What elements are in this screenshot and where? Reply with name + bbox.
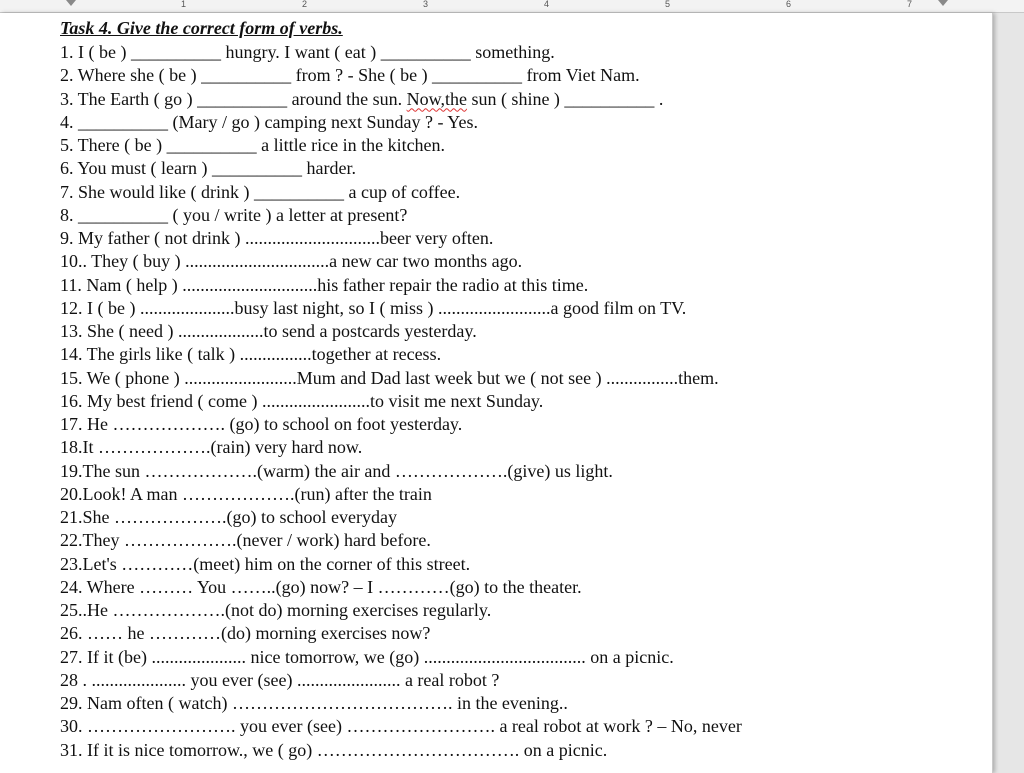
exercise-line: 15. We ( phone ) .........................Mum and Dad last week but we ( not see ) ................them.	[60, 367, 719, 388]
exercise-list	[60, 41, 980, 762]
exercise-line: 18.It ……………….(rain) very hard now.	[60, 437, 363, 458]
exercise-line: 13. She ( need ) ...................to send a postcards yesterday.	[60, 321, 477, 341]
exercise-line: 17. He ………………. (go) to school on foot yesterday.	[60, 414, 463, 434]
spellcheck-underline[interactable]: Now,the	[406, 88, 467, 109]
exercise-line: 7. She would like ( drink ) __________ a cup of coffee.	[60, 181, 461, 202]
exercise-line: 19.The sun ……………….(warm) the air and ……………….(give) us light.	[60, 460, 613, 481]
exercise-line: 31. If it is nice tomorrow., we ( go) ……………………………. on a picnic.	[60, 739, 608, 760]
task-title: Task 4. Give the correct form of verbs.	[60, 18, 343, 38]
ruler-tick: 3	[423, 0, 429, 9]
ruler-tick: 7	[907, 0, 913, 9]
exercise-line: 25..He ……………….(not do) morning exercises regularly.	[60, 600, 492, 620]
exercise-line: 10.. They ( buy ) ................................a new car two months ago.	[60, 251, 523, 272]
exercise-line: 29. Nam often ( watch) ………………………………. in the evening..	[60, 693, 568, 713]
right-indent-marker-icon[interactable]	[938, 0, 948, 6]
exercise-line: 4. __________ (Mary / go ) camping next Sunday ? - Yes.	[60, 111, 478, 132]
exercise-line: 6. You must ( learn ) __________ harder.	[60, 158, 356, 179]
ruler-tick: 1	[181, 0, 187, 9]
exercise-line: 9. My father ( not drink ) ..............................beer very often.	[60, 228, 494, 248]
document-page[interactable]	[0, 13, 993, 773]
exercise-line: 23.Let's …………(meet) him on the corner of this street.	[60, 553, 471, 574]
exercise-line: 12. I ( be ) .....................busy last night, so I ( miss ) .........................a good film on TV.	[60, 297, 687, 318]
indent-marker-icon[interactable]	[66, 0, 76, 6]
exercise-line: 28 . ..................... you ever (see) ....................... a real robot ?	[60, 669, 500, 690]
ruler-tick: 6	[786, 0, 792, 9]
exercise-line: 3. The Earth ( go ) __________ around the sun. Now,the sun ( shine ) __________ .	[60, 88, 664, 109]
exercise-line: 2. Where she ( be ) __________ from ? - She ( be ) __________ from Viet Nam.	[60, 65, 640, 86]
exercise-line: 20.Look! A man ……………….(run) after the train	[60, 483, 432, 504]
exercise-line: 22.They ……………….(never / work) hard before.	[60, 530, 431, 551]
exercise-line: 16. My best friend ( come ) ........................to visit me next Sunday.	[60, 390, 544, 411]
exercise-line: 24. Where ……… You ……..(go) now? – I …………(go) to the theater.	[60, 576, 582, 597]
document-body[interactable]	[60, 16, 980, 762]
exercise-line: 27. If it (be) ..................... nice tomorrow, we (go) .................................... on a picnic.	[60, 646, 674, 667]
horizontal-ruler[interactable]	[0, 0, 1024, 13]
ruler-tick: 5	[665, 0, 671, 9]
exercise-line: 11. Nam ( help ) ..............................his father repair the radio at this time.	[60, 274, 589, 295]
exercise-line: 14. The girls like ( talk ) ................together at recess.	[60, 344, 442, 365]
exercise-line: 30. ……………………. you ever (see) ……………………. a real robot at work ? – No, never	[60, 716, 742, 737]
exercise-line: 26. …… he …………(do) morning exercises now?	[60, 623, 431, 644]
exercise-line: 5. There ( be ) __________ a little rice in the kitchen.	[60, 135, 446, 155]
exercise-line: 21.She ……………….(go) to school everyday	[60, 507, 397, 527]
exercise-line: 1. I ( be ) __________ hungry. I want ( eat ) __________ something.	[60, 42, 555, 62]
ruler-tick: 4	[544, 0, 550, 9]
exercise-line: 8. __________ ( you / write ) a letter at present?	[60, 204, 408, 225]
ruler-tick: 2	[302, 0, 308, 9]
